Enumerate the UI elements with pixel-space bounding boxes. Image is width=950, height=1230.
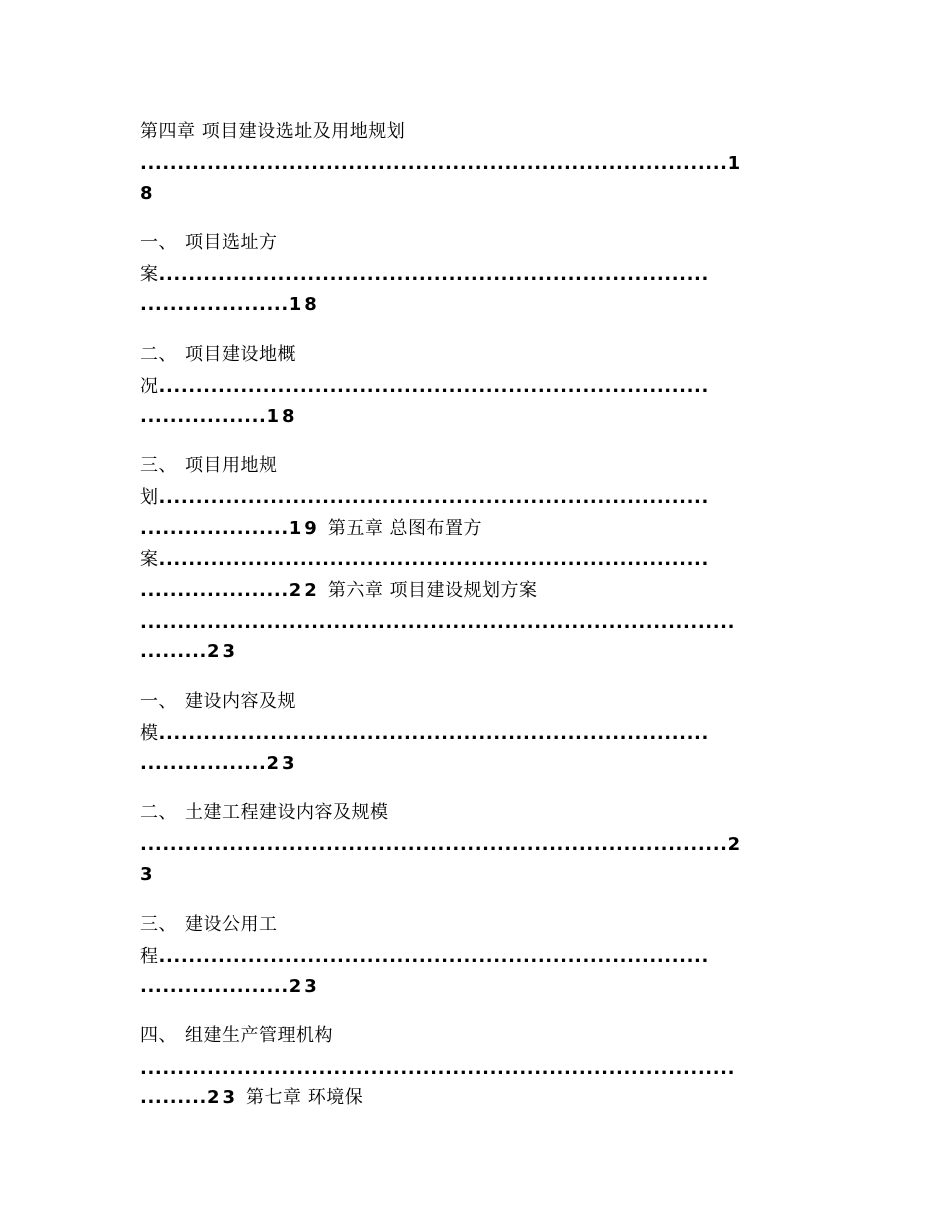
- toc-title-tail: 案: [140, 264, 159, 285]
- toc-leader-line: [140, 514, 482, 544]
- toc-leader-dots: ....................: [140, 518, 289, 539]
- toc-leader-line: [140, 1054, 735, 1084]
- toc-leader-line: [140, 372, 709, 402]
- toc-leader-line: [140, 402, 298, 432]
- toc-entry-site-overview[interactable]: [140, 340, 296, 370]
- toc-title: 第四章 项目建设选址及用地规划: [140, 121, 406, 142]
- toc-leader-line: [140, 179, 156, 209]
- toc-page-number: 22: [288, 580, 320, 601]
- toc-page-number: 8: [140, 183, 156, 204]
- toc-leader-line: [140, 483, 709, 513]
- toc-number: 二、: [140, 344, 177, 365]
- toc-leader-line: [140, 545, 709, 575]
- toc-leader-dots: .................: [140, 753, 267, 774]
- toc-entry-public-utilities[interactable]: [140, 910, 278, 940]
- toc-entry-chapter-5[interactable]: 第五章 总图布置方: [327, 518, 483, 539]
- toc-number: 一、: [140, 232, 177, 253]
- toc-entry-construction-scope[interactable]: [140, 687, 296, 717]
- toc-leader-dots: .........: [140, 1087, 207, 1108]
- toc-leader-line: [140, 608, 735, 638]
- toc-title: 土建工程建设内容及规模: [185, 802, 389, 823]
- toc-title-tail: 况: [140, 376, 159, 397]
- toc-number: 二、: [140, 802, 177, 823]
- toc-leader-dots: ..........................................................................: [158, 723, 709, 744]
- toc-leader-line: [140, 749, 298, 779]
- toc-title: 建设公用工: [185, 914, 278, 935]
- toc-leader-dots: ..........................................................................: [158, 946, 709, 967]
- toc-page-number: 1: [727, 153, 744, 174]
- toc-title: 组建生产管理机构: [185, 1025, 333, 1046]
- toc-leader-line: [140, 260, 709, 290]
- toc-leader-dots: ....................: [140, 294, 289, 315]
- toc-leader-line: [140, 1083, 363, 1113]
- toc-leader-line: [140, 972, 320, 1002]
- toc-page-number: 23: [288, 976, 320, 997]
- toc-entry-management-org[interactable]: [140, 1021, 333, 1051]
- toc-entry-site-selection[interactable]: [140, 228, 278, 258]
- toc-title-tail: 模: [140, 723, 159, 744]
- toc-leader-dots: ...............................................................................: [140, 153, 728, 174]
- toc-leader-line: [140, 942, 709, 972]
- toc-leader-dots: ................................................................................: [140, 1058, 736, 1079]
- toc-number: 三、: [140, 455, 177, 476]
- toc-number: 四、: [140, 1025, 177, 1046]
- toc-page-number: 2: [727, 834, 744, 855]
- toc-page-number: 19: [288, 518, 320, 539]
- toc-leader-line: [140, 830, 743, 860]
- toc-leader-dots: ..........................................................................: [158, 376, 709, 397]
- toc-page-number: 18: [266, 406, 298, 427]
- toc-leader-dots: ...............................................................................: [140, 834, 728, 855]
- toc-entry-chapter-7[interactable]: 第七章 环境保: [246, 1087, 364, 1108]
- toc-leader-line: [140, 637, 238, 667]
- toc-leader-dots: ..........................................................................: [158, 264, 709, 285]
- toc-entry-land-planning[interactable]: [140, 451, 278, 481]
- toc-leader-dots: .................: [140, 406, 267, 427]
- toc-leader-dots: ................................................................................: [140, 612, 736, 633]
- toc-leader-line: [140, 290, 320, 320]
- toc-entry-civil-works[interactable]: [140, 798, 389, 828]
- toc-leader-dots: .........: [140, 641, 207, 662]
- toc-leader-line: [140, 719, 709, 749]
- toc-leader-line: [140, 860, 156, 890]
- toc-title-tail: 程: [140, 946, 159, 967]
- toc-title-tail: 案: [140, 549, 159, 570]
- toc-title: 项目用地规: [185, 455, 278, 476]
- toc-leader-dots: ....................: [140, 580, 289, 601]
- toc-leader-dots: ..........................................................................: [158, 487, 709, 508]
- toc-title: 建设内容及规: [185, 691, 296, 712]
- toc-leader-dots: ....................: [140, 976, 289, 997]
- toc-page-number: 3: [140, 864, 156, 885]
- toc-leader-line: [140, 576, 538, 606]
- toc-page-number: 23: [206, 641, 239, 662]
- toc-page-number: 23: [206, 1087, 239, 1108]
- toc-leader-dots: ..........................................................................: [158, 549, 709, 570]
- toc-number: 一、: [140, 691, 177, 712]
- toc-page-number: 18: [288, 294, 320, 315]
- toc-title-tail: 划: [140, 487, 159, 508]
- toc-page-number: 23: [266, 753, 298, 774]
- toc-leader-line: [140, 149, 743, 179]
- toc-title: 项目选址方: [185, 232, 278, 253]
- toc-entry-chapter-4[interactable]: [140, 117, 405, 147]
- toc-entry-chapter-6[interactable]: 第六章 项目建设规划方案: [327, 580, 538, 601]
- toc-number: 三、: [140, 914, 177, 935]
- toc-title: 项目建设地概: [185, 344, 296, 365]
